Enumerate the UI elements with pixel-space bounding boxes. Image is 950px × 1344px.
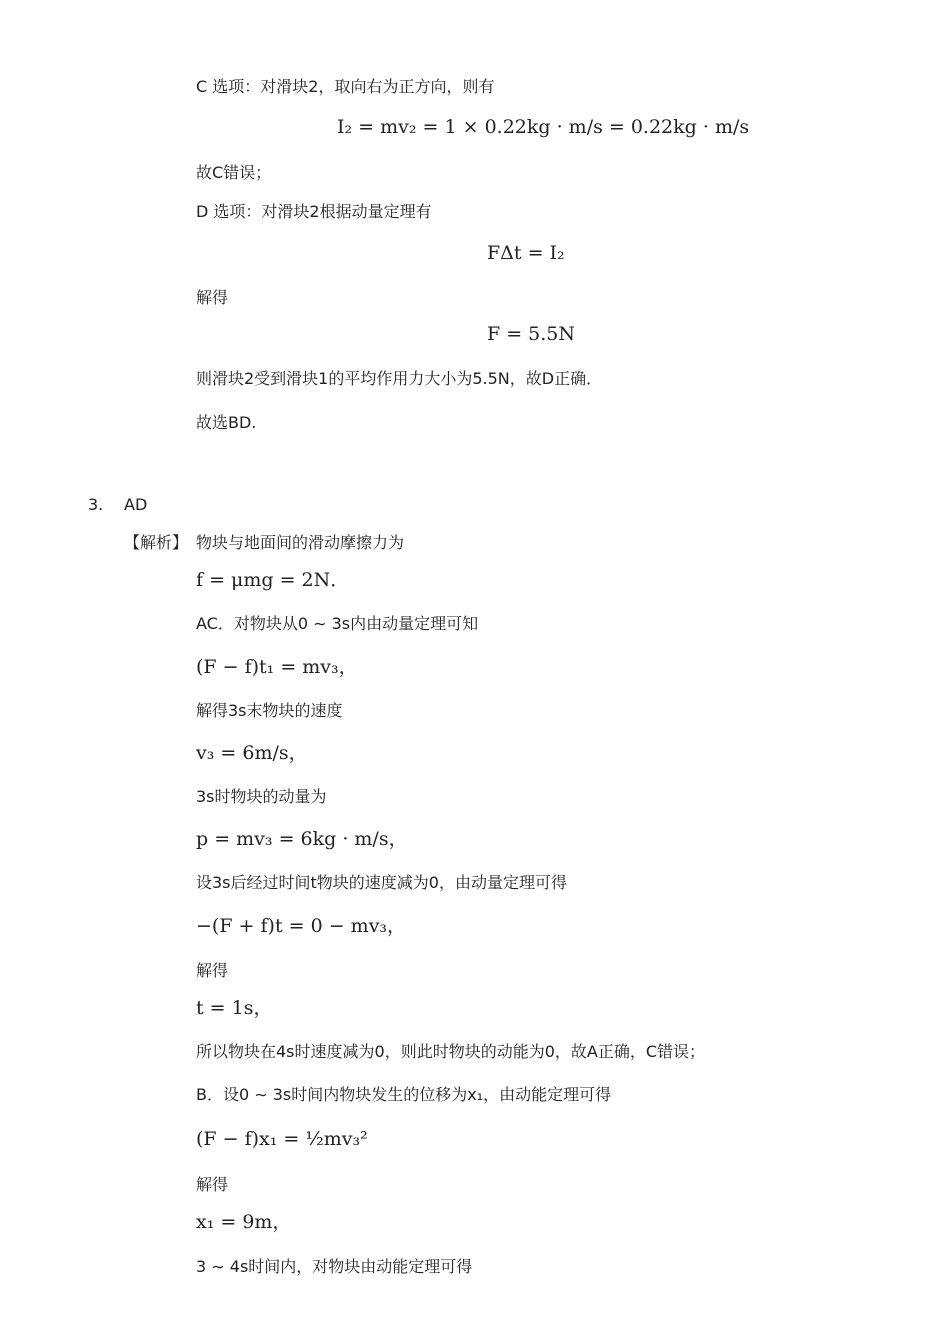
friction-formula: f = μmg = 2N．	[196, 569, 350, 591]
solve-t-label: 解得	[196, 961, 229, 980]
d-solve-label: 解得	[196, 288, 229, 307]
solve-x1-label: 解得	[196, 1175, 229, 1194]
solve-v3-label: 解得3s末物块的速度	[196, 701, 343, 720]
d-conclusion: 则滑块2受到滑块1的平均作用力大小为5.5N，故D正确．	[196, 369, 603, 388]
v3-formula: v₃ = 6m/s，	[196, 742, 308, 764]
d-option-text: D 选项：对滑块2根据动量定理有	[196, 202, 432, 221]
momentum-intro: 3s时物块的动量为	[196, 787, 327, 806]
ac-intro: AC．对物块从0 ∼ 3s内由动量定理可知	[196, 614, 479, 633]
b-formula: (F − f)x₁ = ½mv₃²	[196, 1128, 368, 1150]
ac-conclusion: 所以物块在4s时速度减为0，则此时物块的动能为0，故A正确，C错误；	[196, 1042, 705, 1061]
question-answer: AD	[124, 495, 148, 514]
c-option-text: C 选项：对滑块2，取向右为正方向，则有	[196, 77, 495, 96]
decel-intro: 设3s后经过时间t物块的速度减为0，由动量定理可得	[196, 873, 567, 892]
decel-formula: −(F + f)t = 0 − mv₃，	[196, 915, 407, 937]
analysis-tag: 【解析】	[124, 533, 189, 552]
c-formula: I₂ = mv₂ = 1 × 0.22kg · m/s = 0.22kg · m/s	[337, 116, 750, 138]
final-answer-line: 故选BD.	[196, 413, 257, 432]
momentum-formula: p = mv₃ = 6kg · m/s，	[196, 828, 408, 850]
question-number: 3.	[88, 495, 104, 514]
friction-intro: 物块与地面间的滑动摩擦力为	[196, 533, 405, 552]
x1-formula: x₁ = 9m，	[196, 1211, 292, 1233]
d-formula-2: F = 5.5N	[487, 323, 576, 345]
d-formula-1: FΔt = I₂	[487, 242, 565, 264]
next-intro: 3 ∼ 4s时间内，对物块由动能定理可得	[196, 1257, 473, 1276]
c-conclusion: 故C错误；	[196, 163, 272, 182]
b-intro: B．设0 ∼ 3s时间内物块发生的位移为x₁，由动能定理可得	[196, 1085, 612, 1104]
ac-formula: (F − f)t₁ = mv₃，	[196, 656, 358, 678]
t-formula: t = 1s，	[196, 997, 273, 1019]
